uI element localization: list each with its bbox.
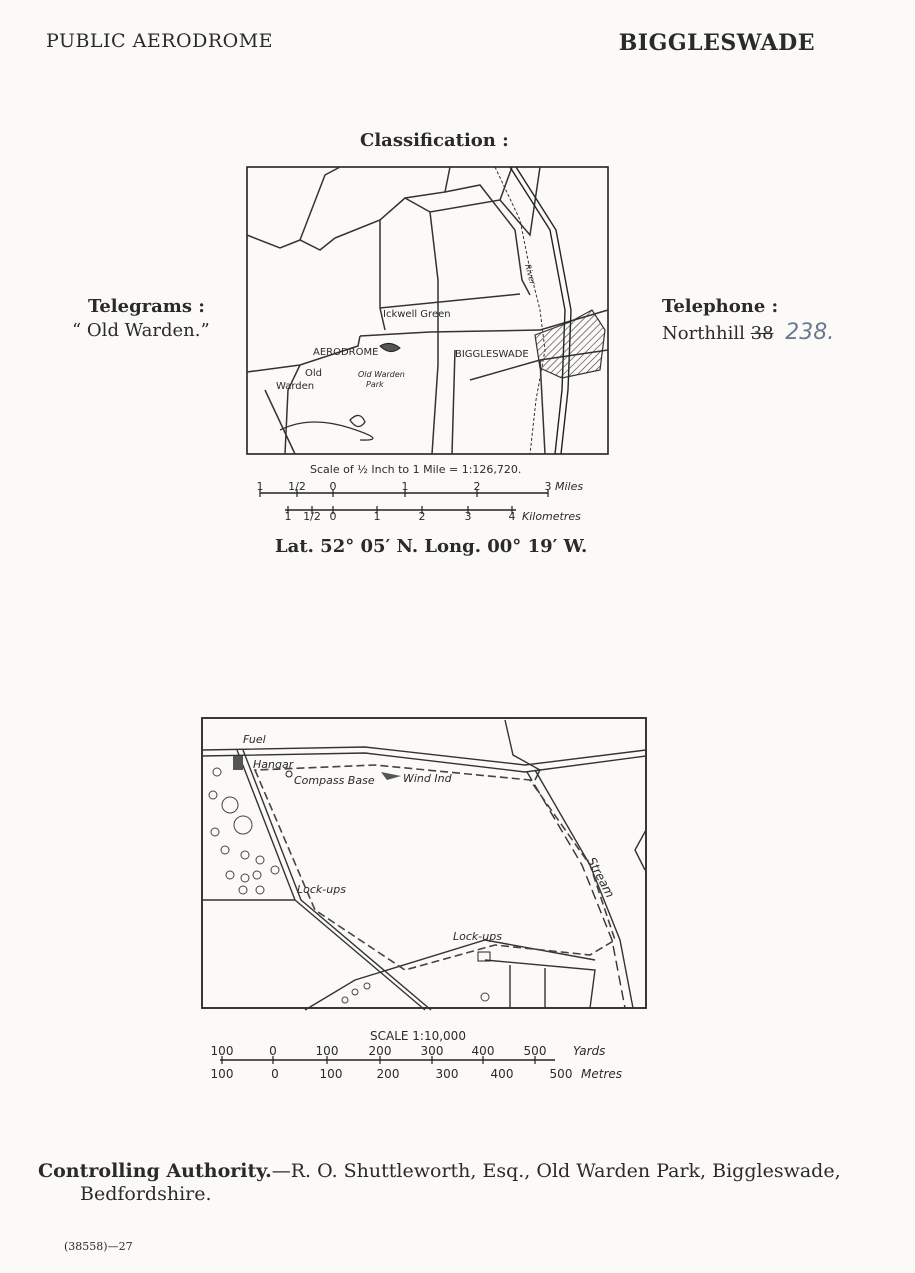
metres-tick-label: 100 [210, 1067, 234, 1081]
km-tick-label: 1/2 [303, 510, 321, 523]
label-aerodrome: AERODROME [313, 347, 379, 358]
metres-unit: Metres [581, 1067, 623, 1081]
label-old-warden-2: Warden [276, 381, 315, 392]
telegrams-label: Telegrams : [88, 296, 205, 317]
lat-long: Lat. 52° 05′ N. Long. 00° 19′ W. [275, 536, 588, 557]
trees [209, 768, 489, 1003]
label-park-2: Park [366, 380, 384, 389]
metres-ticks [211, 1060, 573, 1081]
miles-tick-label: 2 [473, 480, 481, 493]
authority-text-line1: —R. O. Shuttleworth, Esq., Old Warden Park, Biggleswade, [271, 1160, 841, 1182]
km-tick-label: 2 [418, 510, 426, 523]
yards-tick-label: 0 [269, 1044, 277, 1058]
km-tick-label: 0 [329, 510, 337, 523]
yards-tick-label: 400 [471, 1044, 495, 1058]
miles-ticks [257, 480, 552, 497]
metres-tick-label: 500 [549, 1067, 573, 1081]
yards-ticks [211, 1044, 547, 1064]
miles-tick-label: 1/2 [288, 480, 306, 493]
aerodrome-map [195, 710, 655, 1085]
location-scale-title: Scale of ½ Inch to 1 Mile = 1:126,720. [310, 463, 522, 476]
km-ticks [285, 506, 516, 523]
telephone-handwritten-number: 238. [785, 320, 835, 345]
label-compass-base: Compass Base [294, 774, 375, 787]
km-tick-label: 1 [284, 510, 292, 523]
telephone-exchange: Northhill [662, 323, 745, 344]
telephone-value [662, 320, 834, 345]
label-old-warden-1: Old [305, 368, 322, 379]
aerodrome-boundary [255, 765, 618, 970]
aerodrome-scale-title: SCALE 1:10,000 [370, 1029, 466, 1043]
yards-tick-label: 200 [368, 1044, 392, 1058]
telegrams-value: “ Old Warden.” [72, 320, 210, 341]
header-left-title: PUBLIC AERODROME [46, 30, 274, 52]
controlling-authority [38, 1160, 858, 1206]
km-tick-label: 4 [508, 510, 516, 523]
hangar-building [233, 756, 243, 770]
km-tick-label: 1 [373, 510, 381, 523]
label-fuel: Fuel [243, 733, 266, 746]
telephone-label: Telephone : [662, 296, 779, 317]
label-biggleswade: BIGGLESWADE [455, 349, 529, 360]
compass-base-marker [286, 771, 292, 777]
telephone-struck-number: 38 [750, 323, 774, 344]
label-lockups-left: Lock-ups [297, 883, 346, 896]
location-map [240, 160, 620, 530]
label-hangar: Hangar [253, 758, 294, 771]
miles-tick-label: 0 [329, 480, 337, 493]
miles-unit: Miles [555, 480, 584, 493]
km-unit: Kilometres [522, 510, 581, 523]
authority-label: Controlling Authority. [38, 1160, 272, 1182]
metres-tick-label: 0 [271, 1067, 279, 1081]
label-river: River [523, 263, 538, 286]
metres-tick-label: 400 [490, 1067, 514, 1081]
label-wind-ind: Wind Ind [403, 772, 452, 785]
yards-tick-label: 300 [420, 1044, 444, 1058]
miles-tick-label: 1 [256, 480, 264, 493]
wind-indicator-marker [381, 772, 401, 780]
pond [350, 415, 365, 426]
label-stream: Stream [584, 854, 618, 900]
yards-tick-label: 500 [523, 1044, 547, 1058]
yards-tick-label: 100 [315, 1044, 339, 1058]
km-tick-label: 3 [464, 510, 472, 523]
authority-text-line2: Bedfordshire. [80, 1183, 212, 1205]
metres-tick-label: 100 [319, 1067, 343, 1081]
label-lockups-bottom: Lock-ups [453, 930, 502, 943]
metres-tick-label: 300 [435, 1067, 459, 1081]
miles-tick-label: 1 [401, 480, 409, 493]
yards-tick-label: 100 [210, 1044, 234, 1058]
header-right-title: BIGGLESWADE [618, 30, 815, 56]
label-ickwell-green: Ickwell Green [383, 309, 451, 320]
miles-tick-label: 3 [544, 480, 552, 493]
aerodrome-marker [380, 343, 400, 351]
classification-label: Classification : [360, 130, 509, 151]
metres-tick-label: 200 [376, 1067, 400, 1081]
footnote: (38558)—27 [64, 1240, 133, 1253]
yards-unit: Yards [573, 1044, 606, 1058]
label-park-1: Old Warden [358, 370, 405, 379]
